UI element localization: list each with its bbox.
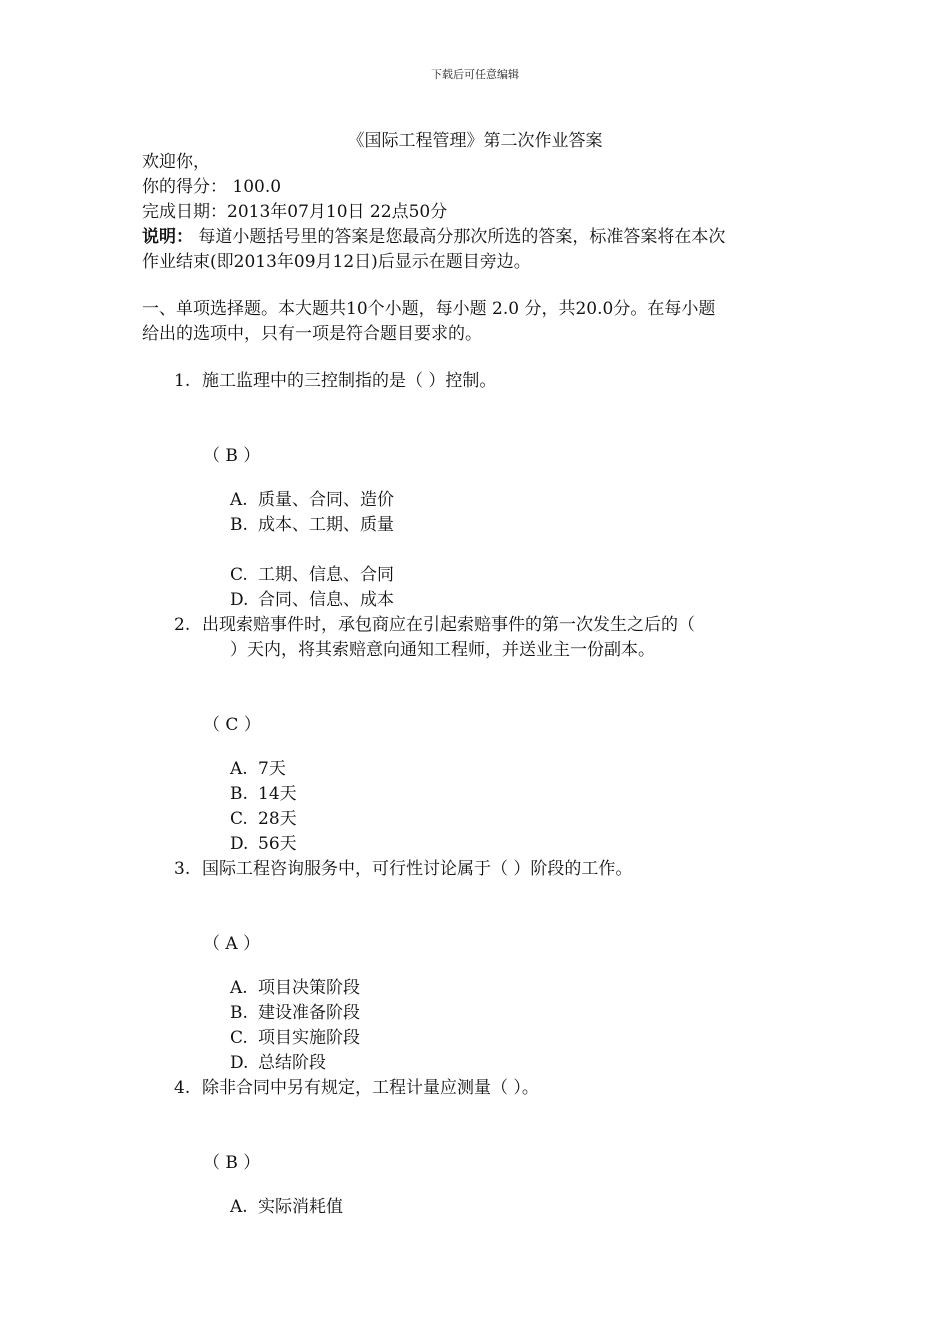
option-letter: D.: [230, 1053, 249, 1073]
q2-option-d: [230, 832, 297, 857]
q1-option-b: [230, 513, 394, 538]
question-1-answer: （ B ）: [203, 446, 261, 466]
note-text: 每道小题括号里的答案是您最高分那次所选的答案，标准答案将在本次: [193, 227, 726, 247]
option-text: 14天: [258, 784, 297, 804]
q3-option-d: [230, 1051, 326, 1076]
q4-option-a: [230, 1195, 343, 1220]
option-text: 质量、合同、造价: [258, 490, 394, 510]
question-2-continued: ）天内，将其索赔意向通知工程师，并送业主一份副本。: [230, 640, 655, 660]
document-title: 《国际工程管理》第二次作业答案: [347, 131, 603, 151]
option-text: 7天: [258, 759, 286, 779]
option-letter: D.: [230, 834, 249, 854]
question-1: [174, 369, 496, 394]
option-letter: A.: [230, 759, 248, 779]
question-4-answer: （ B ）: [203, 1153, 261, 1173]
option-letter: A.: [230, 490, 248, 510]
q1-option-d: [230, 588, 394, 613]
option-text: 工期、信息、合同: [258, 565, 394, 585]
section-header-line-1: 一、单项选择题。本大题共10个小题，每小题 2.0 分，共20.0分。在每小题: [142, 299, 716, 319]
option-letter: A.: [230, 1197, 248, 1217]
welcome-text: 欢迎你，: [142, 152, 210, 172]
option-letter: D.: [230, 590, 249, 610]
completion-date: 完成日期：2013年07月10日 22点50分: [142, 202, 448, 222]
q1-option-a: [230, 488, 394, 513]
question-text: 出现索赔事件时，承包商应在引起索赔事件的第一次发生之后的（: [202, 615, 695, 635]
q2-option-c: [230, 807, 297, 832]
question-3: [174, 857, 632, 882]
question-number: 3.: [174, 859, 191, 879]
option-letter: C.: [230, 1028, 248, 1048]
section-header-line-2: 给出的选项中，只有一项是符合题目要求的。: [142, 324, 482, 344]
option-text: 28天: [258, 809, 297, 829]
option-letter: A.: [230, 978, 248, 998]
note-line-1: [142, 225, 725, 249]
option-letter: B.: [230, 515, 248, 535]
option-text: 实际消耗值: [258, 1197, 343, 1217]
option-text: 建设准备阶段: [258, 1003, 360, 1023]
question-text: 除非合同中另有规定，工程计量应测量（ ）。: [202, 1078, 539, 1098]
question-4: [174, 1076, 539, 1101]
note-line-2: 作业结束(即2013年09月12日)后显示在题目旁边。: [142, 252, 531, 272]
q2-option-a: [230, 757, 286, 782]
option-text: 合同、信息、成本: [258, 590, 394, 610]
question-text: 国际工程咨询服务中，可行性讨论属于（ ）阶段的工作。: [202, 859, 633, 879]
q3-option-b: [230, 1001, 360, 1026]
option-text: 项目实施阶段: [258, 1028, 360, 1048]
question-text: 施工监理中的三控制指的是（ ）控制。: [202, 371, 497, 391]
score-line: 你的得分： 100.0: [142, 177, 282, 197]
q1-option-c: [230, 563, 394, 588]
option-letter: B.: [230, 784, 248, 804]
note-label: 说明：: [142, 227, 193, 247]
question-2: [174, 613, 695, 638]
q3-option-a: [230, 976, 360, 1001]
option-text: 成本、工期、质量: [258, 515, 394, 535]
question-3-answer: （ A ）: [203, 934, 261, 954]
option-text: 56天: [258, 834, 297, 854]
option-letter: C.: [230, 565, 248, 585]
option-text: 总结阶段: [258, 1053, 326, 1073]
question-number: 2.: [174, 615, 191, 635]
question-number: 4.: [174, 1078, 191, 1098]
header-note: 下载后可任意编辑: [431, 68, 519, 81]
question-2-answer: （ C ）: [203, 715, 261, 735]
q2-option-b: [230, 782, 297, 807]
option-text: 项目决策阶段: [258, 978, 360, 998]
question-number: 1.: [174, 371, 191, 391]
option-letter: B.: [230, 1003, 248, 1023]
q3-option-c: [230, 1026, 360, 1051]
option-letter: C.: [230, 809, 248, 829]
